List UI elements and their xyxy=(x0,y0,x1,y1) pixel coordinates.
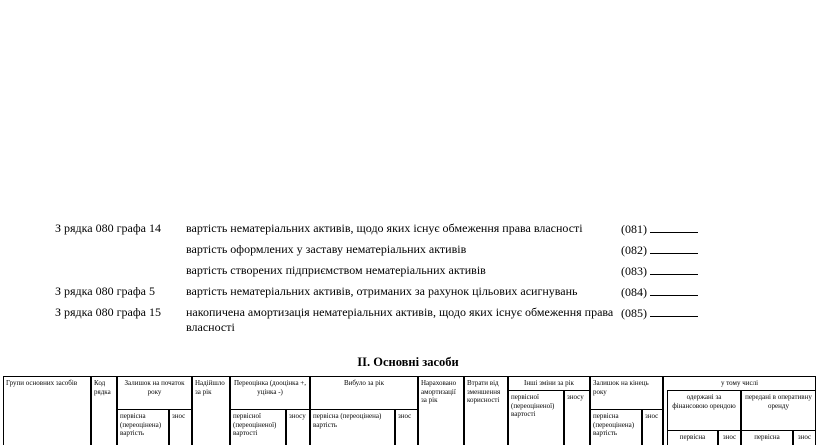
header-start-wear: знос xyxy=(169,409,192,445)
header-other-wear: зносу xyxy=(564,390,590,445)
header-depreciation: Нараховано амортизації за рік xyxy=(418,376,464,445)
section-title: II. Основні засоби xyxy=(357,355,459,369)
note-code xyxy=(621,221,698,237)
fixed-assets-table xyxy=(0,372,816,445)
note-code-number: (081) xyxy=(621,222,647,236)
header-ol-original: первісна xyxy=(741,430,793,445)
note-row xyxy=(55,221,755,242)
header-including: у тому числі xyxy=(663,376,816,445)
note-blank-line[interactable] xyxy=(650,305,698,317)
header-operating-lease: передані в оперативну оренду xyxy=(741,390,816,445)
note-code xyxy=(621,305,698,321)
note-row xyxy=(55,263,755,284)
header-start-original: первісна (переоцінена) вартість xyxy=(117,409,169,445)
note-row xyxy=(55,284,755,305)
note-blank-line[interactable] xyxy=(650,221,698,233)
note-code-number: (084) xyxy=(621,285,647,299)
header-fl-wear: знос xyxy=(718,430,741,445)
header-disposed-original: первісна (переоцінена) вартість xyxy=(310,409,395,445)
note-text: вартість нематеріальних активів, щодо яких існує обмеження права власності xyxy=(186,221,583,235)
note-text: вартість створених підприємством нематеріальних активів xyxy=(186,263,486,277)
header-fl-original: первісна xyxy=(667,430,718,445)
header-impairment: Втрати від зменшення корисності xyxy=(464,376,508,445)
header-finance-lease: одержані за фінансовою орендою xyxy=(667,390,741,445)
note-text: накопичена амортизація нематеріальних активів, щодо яких існує обмеження права власності xyxy=(186,305,614,334)
header-reval-original: первісної (переоціненої) вартості xyxy=(230,409,286,445)
note-code-number: (085) xyxy=(621,306,647,320)
note-code-number: (083) xyxy=(621,264,647,278)
header-disposed: Вибуло за рік xyxy=(310,376,418,445)
note-text: вартість оформлених у заставу нематеріальних активів xyxy=(186,242,467,256)
note-blank-line[interactable] xyxy=(650,263,698,275)
header-other-original: первісної (переоціненої) вартості xyxy=(508,390,564,445)
note-code xyxy=(621,284,698,300)
note-blank-line[interactable] xyxy=(650,284,698,296)
note-text: вартість нематеріальних активів, отриманих за рахунок цільових асигнувань xyxy=(186,284,578,298)
header-start-balance: Залишок на початок року xyxy=(117,376,192,445)
note-code-number: (082) xyxy=(621,243,647,257)
header-end-balance: Залишок на кінець року xyxy=(590,376,663,445)
note-row xyxy=(55,305,755,339)
note-label: З рядка 080 графа 14 xyxy=(55,221,161,235)
header-reval-wear: зносу xyxy=(286,409,310,445)
header-other-changes: Інші зміни за рік xyxy=(508,376,590,445)
note-label: З рядка 080 графа 15 xyxy=(55,305,161,319)
note-blank-line[interactable] xyxy=(650,242,698,254)
header-disposed-wear: знос xyxy=(395,409,418,445)
note-code xyxy=(621,263,698,279)
notes-block xyxy=(55,221,755,339)
header-groups: Групи основних засобів xyxy=(3,376,91,445)
header-end-wear: знос xyxy=(642,409,663,445)
header-received: Надійшло за рік xyxy=(192,376,230,445)
header-revaluation: Переоцінка (дооцінка +, уцінка -) xyxy=(230,376,310,445)
header-end-original: первісна (переоцінена) вартість xyxy=(590,409,642,445)
note-row xyxy=(55,242,755,263)
header-code: Код рядка xyxy=(91,376,117,445)
note-code xyxy=(621,242,698,258)
note-label: З рядка 080 графа 5 xyxy=(55,284,155,298)
header-ol-wear: знос xyxy=(793,430,816,445)
